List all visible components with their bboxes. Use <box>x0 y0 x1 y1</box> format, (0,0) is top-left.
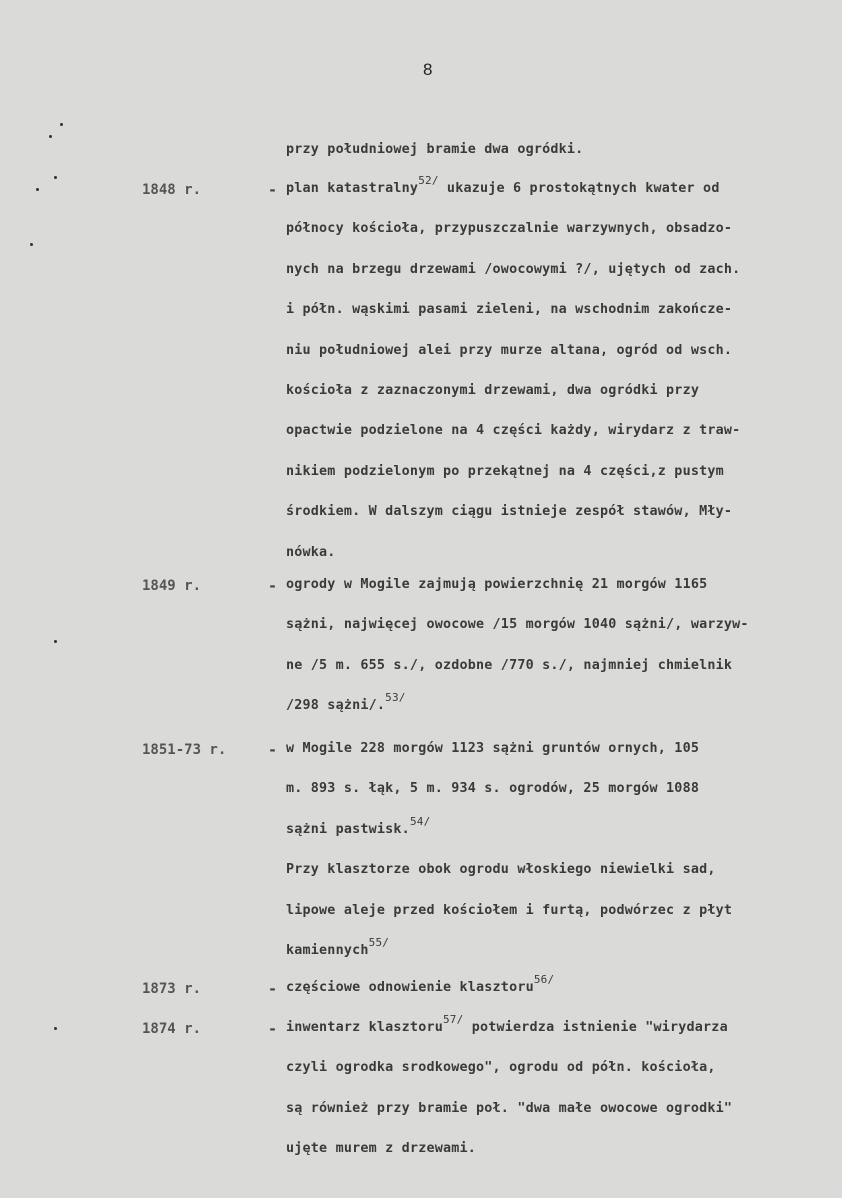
margin-mark <box>54 640 57 643</box>
text-line <box>286 545 336 560</box>
entry-dash: - <box>268 1020 278 1038</box>
text-line <box>286 741 699 756</box>
footnote-ref: 55/ <box>368 936 390 949</box>
line-text: /298 sążni/. <box>286 698 386 714</box>
line-text: czyli ogrodka srodkowego", ogrodu od półn. kościoła, <box>286 1060 716 1076</box>
line-text: sążni pastwisk. <box>286 821 410 837</box>
text-line <box>286 936 390 958</box>
margin-mark <box>60 123 63 126</box>
line-text-continued: ukazuje 6 prostokątnych kwater od <box>438 181 720 196</box>
text-line <box>286 302 732 317</box>
text-line <box>286 973 555 995</box>
text-line <box>286 1013 728 1035</box>
line-text: północy kościoła, przypuszczalnie warzywnych, obsadzo- <box>286 221 733 237</box>
entry-date: 1873 r. <box>142 981 202 997</box>
text-line <box>286 781 699 796</box>
line-text: nych na brzegu drzewami /owocowymi ?/, ujętych od zach. <box>286 261 741 277</box>
margin-mark <box>54 176 57 179</box>
line-text: ujęte murem z drzewami. <box>286 1141 477 1157</box>
line-text: m. 893 s. łąk, 5 m. 934 s. ogrodów, 25 morgów 1088 <box>286 781 700 797</box>
line-text: niu południowej alei przy murze altana, ogród od wsch. <box>286 342 733 358</box>
text-line <box>286 903 732 918</box>
footnote-ref: 52/ <box>418 174 439 187</box>
line-text: Przy klasztorze obok ogrodu włoskiego niewielki sad, <box>286 862 716 878</box>
entry-dash: - <box>268 741 278 759</box>
footnote-ref: 56/ <box>533 973 555 986</box>
margin-mark <box>30 243 33 246</box>
line-text: w Mogile 228 morgów 1123 sążni gruntów ornych, 105 <box>286 741 700 756</box>
margin-mark <box>54 1027 57 1030</box>
margin-mark <box>49 135 52 138</box>
line-text: nówka. <box>286 544 336 560</box>
line-text: częściowe odnowienie klasztoru <box>286 980 534 995</box>
line-text: przy południowej bramie dwa ogródki. <box>286 142 584 157</box>
line-text: sążni, najwięcej owocowe /15 morgów 1040 sążni/, warzyw- <box>286 617 749 633</box>
text-line <box>286 1141 476 1156</box>
text-line <box>286 577 707 592</box>
footnote-ref: 57/ <box>442 1013 464 1026</box>
line-text: lipowe aleje przed kościołem i furtą, podwórzec z płyt <box>286 902 733 918</box>
text-line <box>286 343 732 358</box>
text-line <box>286 814 431 837</box>
text-line <box>286 464 724 479</box>
line-text: i półn. wąskimi pasami zieleni, na wschodnim zakończe- <box>286 302 733 318</box>
line-text: środkiem. W dalszym ciągu istnieje zespół stawów, Mły- <box>286 504 733 520</box>
line-text: plan katastralny <box>286 181 419 196</box>
text-line <box>286 504 732 519</box>
line-text-continued: potwierdza istnienie "wirydarza <box>463 1020 728 1035</box>
line-text: są również przy bramie poł. "dwa małe owocowe ogrodki" <box>286 1100 733 1116</box>
line-text: kościoła z zaznaczonymi drzewami, dwa ogródki przy <box>286 383 700 398</box>
text-line <box>286 658 732 673</box>
entry-dash: - <box>268 577 278 595</box>
margin-mark <box>36 188 39 191</box>
text-line <box>286 862 716 877</box>
footnote-ref: 54/ <box>409 814 431 828</box>
text-line <box>286 423 740 438</box>
text-line <box>286 174 720 196</box>
entry-date: 1849 r. <box>142 578 202 594</box>
text-line <box>286 142 583 157</box>
entry-date: 1848 r. <box>142 182 202 198</box>
entry-date: 1851-73 r. <box>142 742 227 758</box>
line-text: ogrody w Mogile zajmują powierzchnię 21 morgów 1165 <box>286 577 708 592</box>
text-line <box>286 1101 732 1116</box>
line-text: inwentarz klasztoru <box>286 1020 443 1035</box>
text-line <box>286 221 732 236</box>
line-text: ne /5 m. 655 s./, ozdobne /770 s./, najmniej chmielnik <box>286 657 733 673</box>
text-line <box>286 1060 716 1075</box>
text-line <box>286 617 749 632</box>
text-line <box>286 383 699 398</box>
text-line <box>286 262 740 277</box>
page-number: 8 <box>423 60 433 79</box>
line-text: opactwie podzielone na 4 części każdy, wirydarz z traw- <box>286 423 741 439</box>
line-text: kamiennych <box>286 943 369 958</box>
footnote-ref: 53/ <box>385 691 406 705</box>
line-text: nikiem podzielonym po przekątnej na 4 części,z pustym <box>286 463 724 479</box>
entry-dash: - <box>268 181 278 199</box>
entry-dash: - <box>268 980 278 998</box>
entry-date: 1874 r. <box>142 1021 202 1037</box>
text-line <box>286 691 406 714</box>
